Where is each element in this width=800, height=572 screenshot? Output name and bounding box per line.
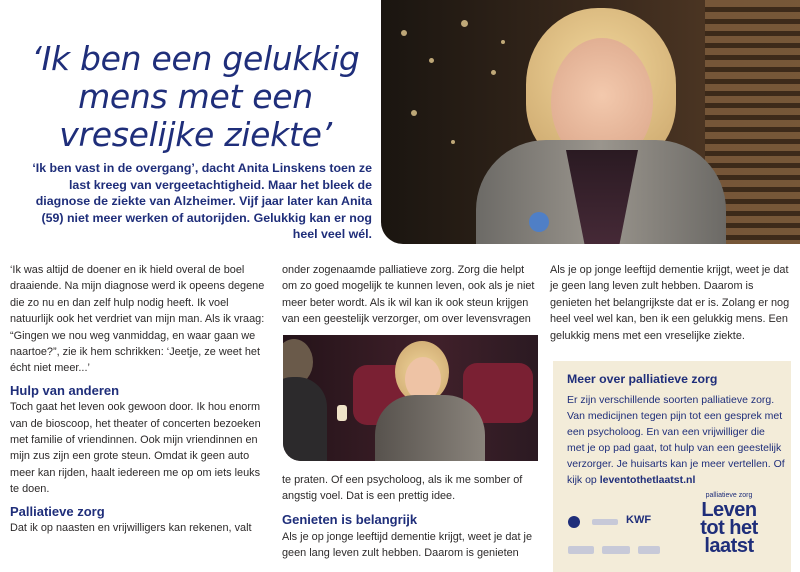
logo-line-1: Leven xyxy=(701,499,757,521)
partner-logos xyxy=(562,512,666,564)
body-paragraph: Als je op jonge leeftijd dementie krijgt, weet je dat je geen lang leven zult hebben. Daarom is genieten het belangrijkste dat er is. Zolang er nog heel veel wel kan, ben ik een gelukkig mens. Een gelukkig mens met een vreselijke ziekte. xyxy=(550,264,790,342)
website-link[interactable]: leventothetlaatst.nl xyxy=(599,474,696,486)
body-paragraph: onder zogenaamde palliatieve zorg. Zorg die helpt om zo goed mogelijk te kunnen leven, ook als je niet meer beter wordt. Als ik wil kan ik ook steun krijgen van een geestelijk verzorger, om over levensvragen xyxy=(282,264,535,326)
subheading-hulp: Hulp van anderen xyxy=(10,382,120,398)
info-box-body: Er zijn verschillende soorten palliatieve zorg. Van medicijnen tegen pijn tot een gesprek met een psycholoog. En van een vrijwilliger die met je op pad gaat, tot hulp van een geestelijk verzorger. Je huisarts kan je meer vertellen. Of kijk op xyxy=(567,394,785,486)
article-title xyxy=(18,40,373,154)
title-line-2: mens met een xyxy=(78,77,313,116)
body-paragraph: te praten. Of een psycholoog, als ik me somber of angstig voel. Dat is een prettig idee. xyxy=(282,473,523,503)
body-paragraph: Toch gaat het leven ook gewoon door. Ik hou enorm van de bioscoop, het theater of concerten bezoeken met familie of vriendinnen. Ook mijn vriendinnen en mijn zus zijn een grote steun. Omdat ik geen auto meer kan rijden, haalt iedereen me op om iets leuks te doen. xyxy=(10,401,261,496)
column-3 xyxy=(550,262,794,344)
logo-tagline: palliatieve zorg xyxy=(705,492,753,499)
cinema-photo xyxy=(283,335,538,461)
leven-tot-het-laatst-logo xyxy=(667,501,791,555)
title-line-1: ‘Ik ben een gelukkig xyxy=(31,39,360,78)
info-box-text xyxy=(567,392,785,488)
portrait-photo xyxy=(381,0,800,244)
body-paragraph: Dat ik op naasten en vrijwilligers kan rekenen, valt xyxy=(10,522,252,535)
lead-paragraph: ‘Ik ben vast in de overgang’, dacht Anita Linskens toen ze last kreeg van vergeetachtigheid. Maar het bleek de diagnose de ziekte van Alzheimer. Vijf jaar later kan Anita (59) niet meer werken of autorijden. Gelukkig kan er nog heel veel wél. xyxy=(32,161,372,241)
logo-line-2: tot het xyxy=(700,517,758,539)
body-paragraph: Als je op jonge leeftijd dementie krijgt, weet je dat je geen lang leven zult hebben. Daarom is genieten xyxy=(282,530,533,560)
subheading-genieten: Genieten is belangrijk xyxy=(282,512,418,528)
forget-me-not-pin-icon xyxy=(529,212,549,232)
logo-line-3: laatst xyxy=(704,535,754,557)
body-paragraph: ‘Ik was altijd de doener en ik hield overal de boel draaiende. Na mijn diagnose werd ik opeens degene die zo nu en dan zelf hulp nodig heeft. Ik voel natuurlijk ook het verdriet van mijn man. Als ik vraag: “Gingen we nou weg vanmiddag, en waar gaan we naartoe?”, zie ik hem schrikken: ‘Jeetje, ze weet het écht niet meer...’ xyxy=(10,264,265,375)
info-box-heading: Meer over palliatieve zorg xyxy=(567,372,718,386)
kwf-logo: KWF xyxy=(626,514,652,526)
subheading-palliatieve-zorg: Palliatieve zorg xyxy=(10,503,105,519)
title-line-3: vreselijke ziekte’ xyxy=(59,115,332,154)
column-1 xyxy=(10,262,270,537)
